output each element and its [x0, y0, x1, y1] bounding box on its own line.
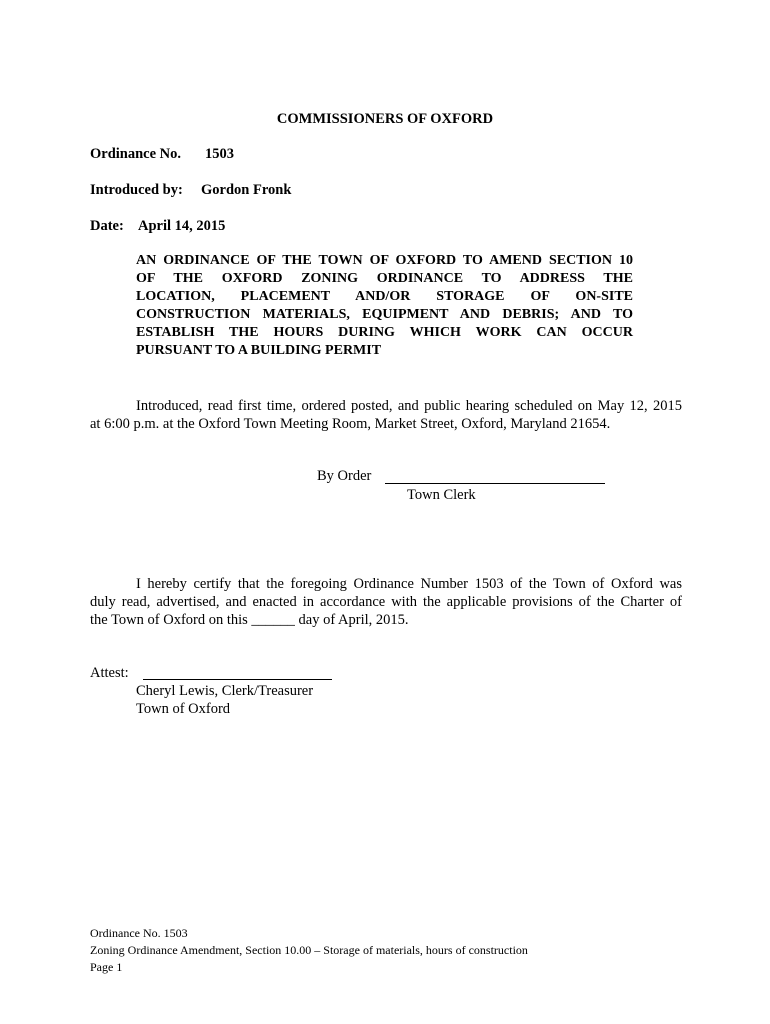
- ordinance-title-line: LOCATION, PLACEMENT AND/OR STORAGE OF ON-SITE: [136, 289, 633, 304]
- footer-ordinance-number: Ordinance No. 1503: [90, 926, 188, 940]
- footer-page-number: Page 1: [90, 960, 123, 974]
- introduced-by-value: Gordon Fronk: [201, 182, 292, 198]
- certification-paragraph: [90, 575, 682, 629]
- attest-organization: Town of Oxford: [136, 701, 231, 717]
- introduction-line: Introduced, read first time, ordered posted, and public hearing scheduled on May 12, 2015: [136, 398, 682, 414]
- ordinance-title-line: ESTABLISH THE HOURS DURING WHICH WORK CAN OCCUR: [136, 325, 633, 340]
- ordinance-number-value: 1503: [205, 146, 234, 162]
- certification-line: duly read, advertised, and enacted in accordance with the applicable provisions of the Charter of: [90, 594, 682, 610]
- date-value: April 14, 2015: [138, 218, 226, 234]
- ordinance-title-line: PURSUANT TO A BUILDING PERMIT: [136, 343, 382, 358]
- introduced-by-label: Introduced by:: [90, 182, 183, 198]
- ordinance-title: [136, 252, 633, 360]
- ordinance-title-line: OF THE OXFORD ZONING ORDINANCE TO ADDRESS THE: [136, 271, 633, 286]
- page-footer: [90, 925, 528, 976]
- attest-signature-line: [143, 679, 332, 680]
- introduction-paragraph: [90, 397, 682, 433]
- ordinance-title-line: CONSTRUCTION MATERIALS, EQUIPMENT AND DEBRIS; AND TO: [136, 307, 633, 322]
- attest-label: Attest:: [90, 665, 129, 681]
- attest-signer-name: Cheryl Lewis, Clerk/Treasurer: [136, 683, 314, 699]
- document-heading: COMMISSIONERS OF OXFORD: [276, 111, 494, 127]
- by-order-signature-line: [385, 483, 605, 484]
- town-clerk-title: Town Clerk: [407, 487, 476, 503]
- certification-line: I hereby certify that the foregoing Ordinance Number 1503 of the Town of Oxford was: [136, 576, 682, 592]
- certification-line: the Town of Oxford on this ______ day of April, 2015.: [90, 612, 409, 628]
- by-order-label: By Order: [317, 468, 372, 484]
- footer-description: Zoning Ordinance Amendment, Section 10.00 – Storage of materials, hours of construction: [90, 943, 528, 957]
- date-label: Date:: [90, 218, 124, 234]
- ordinance-number-label: Ordinance No.: [90, 146, 182, 162]
- ordinance-title-line: AN ORDINANCE OF THE TOWN OF OXFORD TO AMEND SECTION 10: [136, 253, 633, 268]
- introduction-line: at 6:00 p.m. at the Oxford Town Meeting Room, Market Street, Oxford, Maryland 21654.: [90, 416, 611, 432]
